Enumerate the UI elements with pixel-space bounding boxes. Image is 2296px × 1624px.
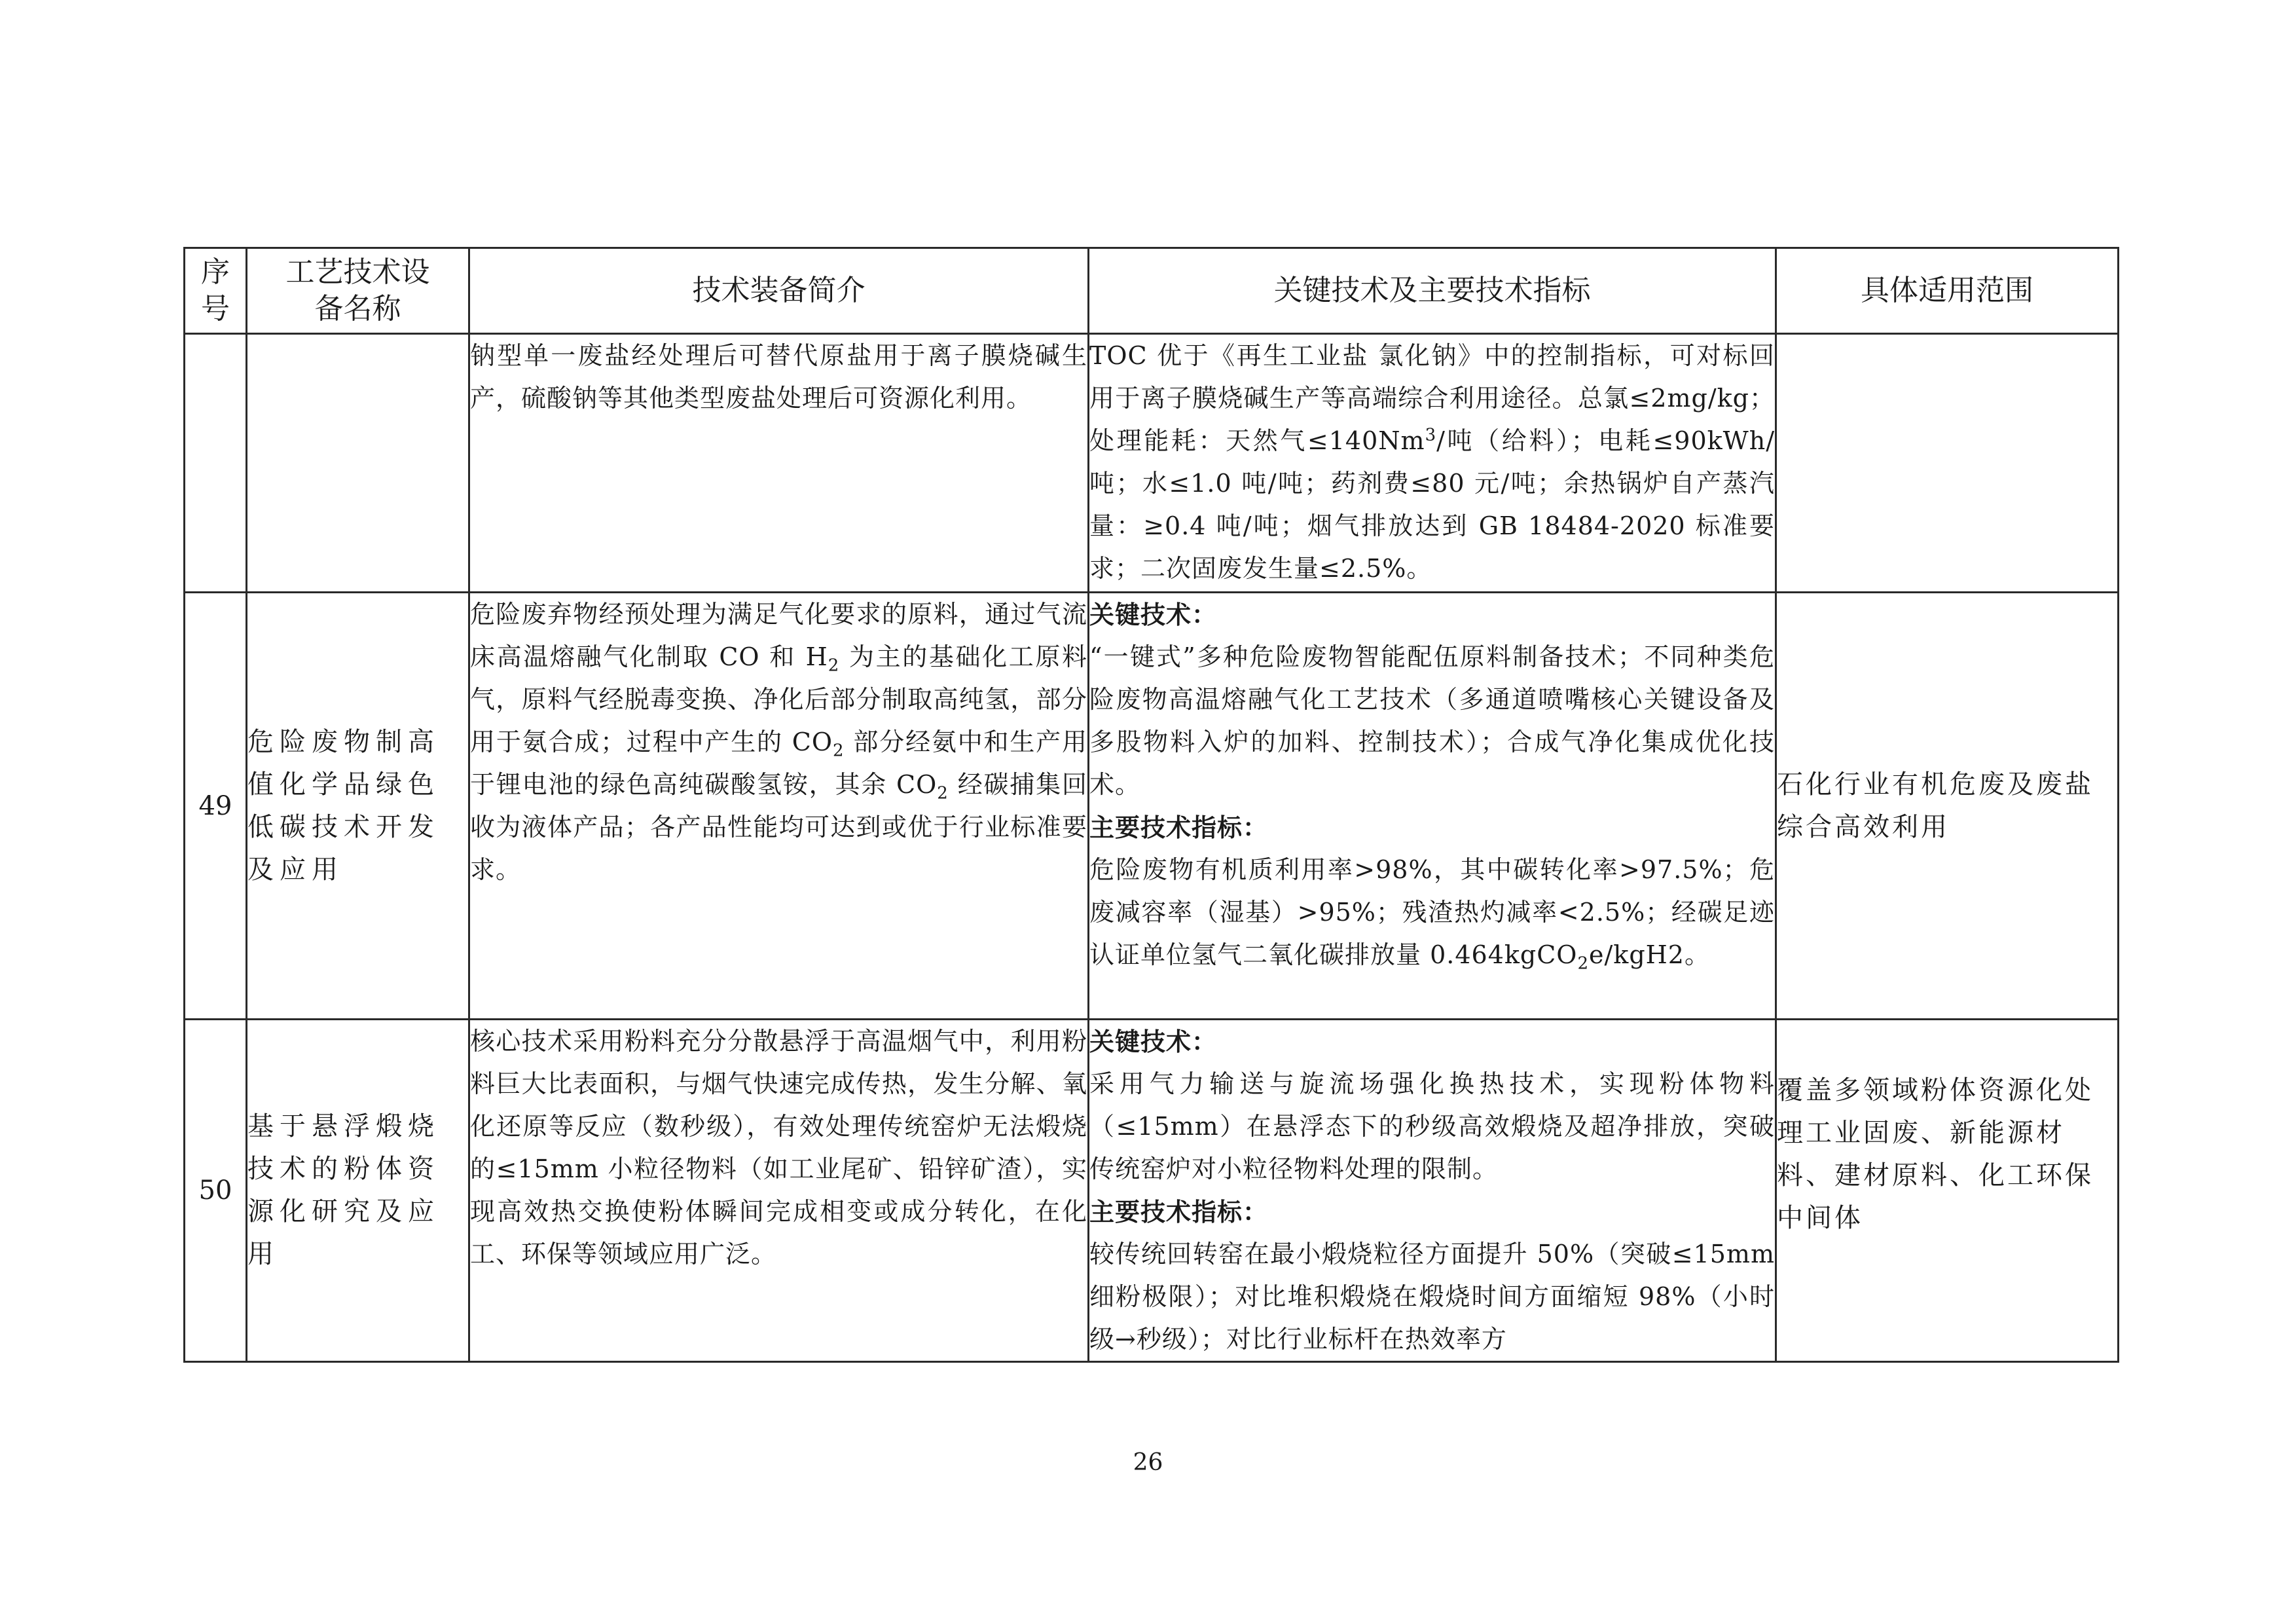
row50-key-text: 采用气力输送与旋流场强化换热技术，实现粉体物料（≤15mm）在悬浮态下的秒级高效煅烧及超净排放，突破传统窑炉对小粒径物料处理的限制。 [1089,1069,1775,1183]
cont-key-part1: TOC 优于《再生工业盐 氯化钠》中的控制指标，可对标回用于离子膜烧碱生产等高端综合利用途径。总氯≤2mg/kg；处理能耗：天然气≤140Nm [1089,341,1775,455]
cont-key-cell [1089,334,1776,593]
row49-intro-cell [469,593,1089,1020]
row49-indicator-b: e/kgH2。 [1589,940,1710,969]
cont-scope-cell [1776,334,2119,593]
row49-intro-b: 为主的基础化工原料气，原料气经脱毒变换、净化后部分制取高纯氢，部分用于氨合成；过程中产生的 CO [470,642,1087,756]
row50-intro-cell [469,1020,1089,1362]
cont-intro-cell [469,334,1089,593]
table-row [185,334,2119,593]
header-key: 关键技术及主要技术指标 [1089,248,1776,334]
row49-intro-text [470,593,1087,891]
cont-no-cell [185,334,247,593]
row49-indicator-text [1089,849,1775,976]
row50-key-label: 关键技术： [1089,1027,1218,1056]
cont-intro-text: 钠型单一废盐经处理后可替代原盐用于离子膜烧碱生产，硫酸钠等其他类型废盐处理后可资源化利用。 [470,341,1087,413]
row50-intro-text: 核心技术采用粉料充分分散悬浮于高温烟气中，利用粉料巨大比表面积，与烟气快速完成传热，发生分解、氧化还原等反应（数秒级），有效处理传统窑炉无法煅烧的≤15mm 小粒径物料（如工业尾矿、铅锌矿渣），实现高效热交换使粉体瞬间完成相变或成分转化，在化工、环保等领域应用广泛。 [470,1027,1087,1268]
row49-intro-sub1: 2 [828,655,840,676]
row49-intro-d: 经碳捕集回收为液体产品；各产品性能均可达到或优于行业标准要求。 [470,770,1087,884]
row49-indicator-sub: 2 [1577,953,1589,974]
row49-intro-a: 危险废弃物经预处理为满足气化要求的原料，通过气流床高温熔融气化制取 CO 和 H [470,600,1087,671]
cont-key-text [1089,335,1775,590]
row49-intro-sub2: 2 [832,741,845,761]
cont-key-sup: 3 [1425,425,1437,445]
header-name [247,248,469,334]
row50-name: 基于悬浮煅烧技术的粉体资源化研究及应用 [247,1020,469,1362]
table-row [185,1020,2119,1362]
header-intro: 技术装备简介 [469,248,1089,334]
row49-indicator-label: 主要技术指标： [1089,813,1269,842]
page-number: 26 [1133,1449,1163,1476]
row49-key-label: 关键技术： [1089,600,1218,629]
row49-key-cell [1089,593,1776,1020]
row49-name: 危险废物制高值化学品绿色低碳技术开发及应用 [247,593,469,1020]
header-no-line1: 序 [201,255,230,289]
header-no [185,248,247,334]
header-scope: 具体适用范围 [1776,248,2119,334]
row49-indicator-a: 危险废物有机质利用率>98%，其中碳转化率>97.5%；危废减容率（湿基）>95%；残渣热灼减率<2.5%；经碳足迹认证单位氢气二氧化碳排放量 0.464kgCO [1089,855,1775,969]
header-no-line2: 号 [201,292,230,325]
row49-intro-sub3: 2 [937,783,949,803]
cont-key-part2: /吨（给料）；电耗≤90kWh/吨；水≤1.0 吨/吨；药剂费≤80 元/吨；余热锅炉自产蒸汽量：≥0.4 吨/吨；烟气排放达到 GB 18484-2020 标准要求；二次固废发生量≤2.5%。 [1089,426,1776,583]
row49-key-text: “一键式”多种危险废物智能配伍原料制备技术；不同种类危险废物高温熔融气化工艺技术（多通道喷嘴核心关键设备及多股物料入炉的加料、控制技术）；合成气净化集成优化技术。 [1089,642,1775,799]
table-header-row [185,248,2119,334]
table-row [185,593,2119,1020]
header-name-line2: 备名称 [314,292,401,325]
row49-scope: 石化行业有机危废及废盐综合高效利用 [1776,593,2119,1020]
row50-indicator-text: 较传统回转窑在最小煅烧粒径方面提升 50%（突破≤15mm 细粉极限）；对比堆积煅烧在煅烧时间方面缩短 98%（小时级→秒级）；对比行业标杆在热效率方 [1089,1240,1775,1354]
technology-table [183,247,2119,1363]
cont-name-cell [247,334,469,593]
row49-intro-c: 部分经氨中和生产用于锂电池的绿色高纯碳酸氢铵，其余 CO [470,728,1087,799]
row50-indicator-label: 主要技术指标： [1089,1197,1269,1227]
row50-no: 50 [185,1020,247,1362]
row50-scope: 覆盖多领域粉体资源化处理工业固废、新能源材料、建材原料、化工环保中间体 [1776,1020,2119,1362]
header-name-line1: 工艺技术设 [285,255,430,289]
row50-key-cell [1089,1020,1776,1362]
row49-no: 49 [185,593,247,1020]
